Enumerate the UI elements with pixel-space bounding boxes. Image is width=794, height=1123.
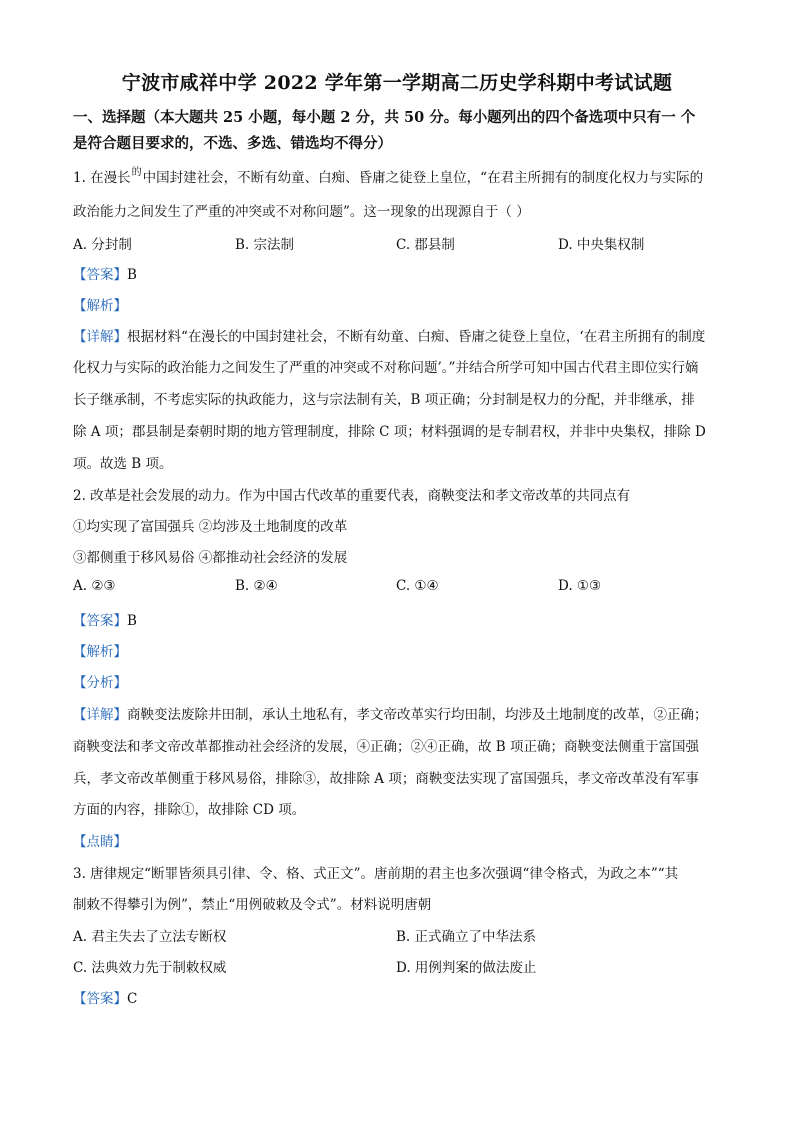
q3-option-a: A. 君主失去了立法专断权 — [73, 929, 227, 945]
q3-option-d: D. 用例判案的做法废止 — [396, 960, 537, 976]
q1-option-c: C. 郡县制 — [396, 237, 455, 253]
q2-option-b: B. ②④ — [235, 578, 278, 594]
section-heading-line1: 一、选择题（本大题共 25 小题，每小题 2 分，共 50 分。每小题列出的四个备选项中只有一 个 — [73, 109, 696, 126]
q1-detail-line4: 除 A 项；郡县制是秦朝时期的地方管理制度，排除 C 项；材料强调的是专制君权，并非中央集权，排除 D — [73, 424, 706, 440]
q2-dianjing-tag: 【点睛】 — [73, 834, 127, 850]
q1-stem-rest: 中国封建社会，不断有幼童、白痴、昏庸之徒登上皇位，“在君主所拥有的制度化权力与实际的 — [142, 170, 704, 186]
q1-option-d: D. 中央集权制 — [558, 237, 645, 253]
q1-option-a: A. 分封制 — [73, 237, 132, 253]
q3-answer — [73, 987, 137, 1007]
q1-analysis-tag: 【解析】 — [73, 298, 127, 314]
q1-stem-prefix: 1. 在漫长 — [73, 170, 131, 186]
q2-detail-line2: 商鞅变法和孝文帝改革都推动社会经济的发展，④正确；②④正确，故 B 项正确；商鞅变法侧重于富国强 — [73, 739, 700, 755]
q2-option-d: D. ①③ — [558, 578, 602, 594]
q1-detail-line3: 长子继承制，不考虑实际的执政能力，这与宗法制有关，B 项正确；分封制是权力的分配，并非继承，排 — [73, 392, 695, 408]
section-heading-line2: 是符合题目要求的，不选、多选、错选均不得分） — [73, 135, 392, 152]
q1-detail-text1: 根据材料“在漫长的中国封建社会，不断有幼童、白痴、昏庸之徒登上皇位，‘在君主所拥有的制度 — [127, 329, 706, 345]
q2-option-a: A. ②③ — [73, 578, 116, 594]
q2-answer — [73, 609, 137, 629]
q3-option-b: B. 正式确立了中华法系 — [396, 929, 537, 945]
q2-stem: 2. 改革是社会发展的动力。作为中国古代改革的重要代表，商鞅变法和孝文帝改革的共同点有 — [73, 488, 631, 504]
page-title: 宁波市咸祥中学 2022 学年第一学期高二历史学科期中考试试题 — [121, 72, 673, 94]
q1-answer — [73, 263, 137, 283]
q2-items-line2: ③都侧重于移风易俗 ④都推动社会经济的发展 — [73, 550, 348, 566]
q2-answer-value: B — [127, 613, 137, 629]
q1-answer-value: B — [127, 267, 137, 283]
q2-detail-line1 — [73, 703, 708, 723]
q3-stem-line1: 3. 唐律规定“断罪皆须具引律、令、格、式正文”。唐前期的君主也多次强调“律令格式，为政之本”“其 — [73, 866, 679, 882]
q2-detail-line3: 兵，孝文帝改革侧重于移风易俗，排除③，故排除 A 项；商鞅变法实现了富国强兵，孝文帝改革没有军事 — [73, 771, 699, 787]
q2-detail-line4: 方面的内容，排除①，故排除 CD 项。 — [73, 802, 306, 818]
q2-analysis-tag: 【解析】 — [73, 644, 127, 660]
q2-fenxi-tag: 【分析】 — [73, 675, 127, 691]
q1-stem-superscript: 的 — [131, 167, 142, 178]
q2-answer-tag: 【答案】 — [73, 613, 127, 629]
q1-answer-tag: 【答案】 — [73, 267, 127, 283]
q3-answer-value: C — [127, 991, 138, 1007]
q2-option-c: C. ①④ — [396, 578, 439, 594]
q1-stem-line2: 政治能力之间发生了严重的冲突或不对称问题”。这一现象的出现源自于（ ） — [73, 204, 530, 220]
q3-option-c: C. 法典效力先于制敕权威 — [73, 960, 227, 976]
q1-detail-tag: 【详解】 — [73, 329, 127, 345]
q1-option-b: B. 宗法制 — [235, 237, 295, 253]
q2-items-line1: ①均实现了富国强兵 ②均涉及土地制度的改革 — [73, 519, 348, 535]
q3-answer-tag: 【答案】 — [73, 991, 127, 1007]
q1-stem-line1 — [73, 166, 703, 186]
q2-detail-text1: 商鞅变法废除井田制，承认土地私有，孝文帝改革实行均田制，均涉及土地制度的改革，②正确； — [127, 707, 708, 723]
q1-detail-line1 — [73, 325, 705, 345]
q3-stem-line2: 制敕不得攀引为例”，禁止“用例破敕及令式”。材料说明唐朝 — [73, 897, 432, 913]
q2-detail-tag: 【详解】 — [73, 707, 127, 723]
q1-detail-line2: 化权力与实际的政治能力之间发生了严重的冲突或不对称问题’。”并结合所学可知中国古代君主即位实行嫡 — [73, 360, 699, 376]
q1-detail-line5: 项。故选 B 项。 — [73, 456, 173, 472]
